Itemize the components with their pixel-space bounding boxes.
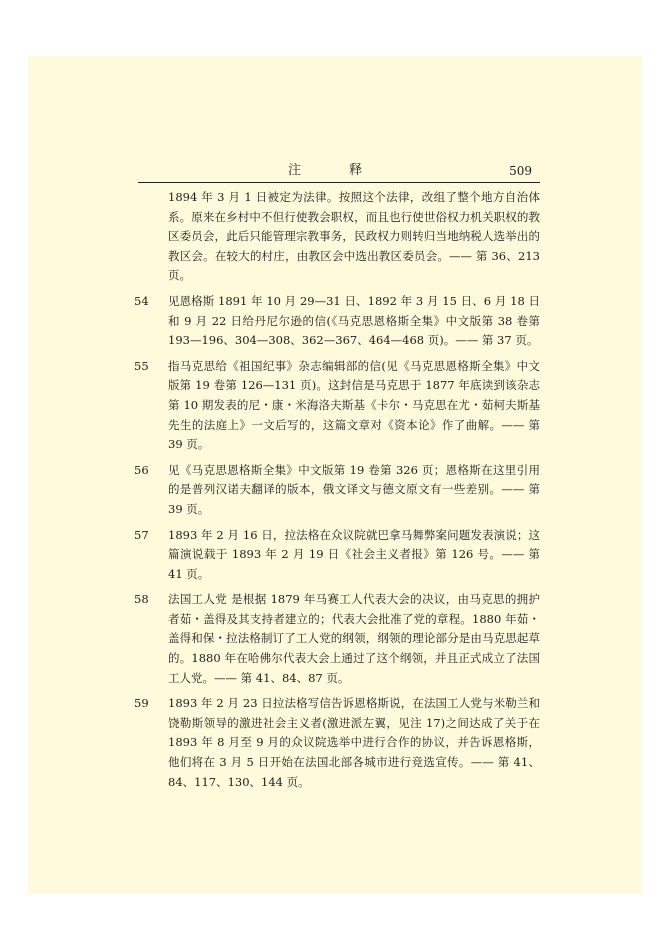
note-57: [134, 526, 540, 585]
running-title: 注 释: [288, 163, 385, 178]
header-rule: [138, 182, 540, 183]
note-number: 57: [134, 527, 149, 542]
note-continuation: [138, 188, 540, 286]
note-number: 58: [134, 592, 149, 607]
note-59: [134, 694, 540, 792]
note-55: [134, 357, 540, 455]
note-number: 59: [134, 696, 149, 711]
note-number: 56: [134, 462, 149, 477]
note-text: 1893 年 2 月 23 日拉法格写信告诉恩格斯说，在法国工人党与米勒兰和饶勒斯领导的激进社会主义者(激进派左翼，见注 17)之间达成了关于在 1893 年 8 月至 9 月的众议院选举中进行合作的协议，并告诉恩格斯，他们将在 3 月 5 日开始在法国北部各城市进行竞选宣传。—— 第 41、84、117、130、144 页。: [168, 696, 540, 789]
note-text: 1894 年 3 月 1 日被定为法律。按照这个法律，改组了整个地方自治体系。原来在乡村中不但行使教会职权，而且也行使世俗权力机关职权的教区委员会，此后只能管理宗教事务，民政权力则转归当地纳税人选举出的教区会。在较大的村庄，由教区会中选出教区委员会。—— 第 36、213 页。: [168, 190, 540, 283]
note-58: [134, 590, 540, 688]
note-text: 见《马克思恩格斯全集》中文版第 19 卷第 326 页；恩格斯在这里引用的是普列汉诺夫翻译的版本，俄文译文与德文原文有一些差别。—— 第 39 页。: [168, 462, 540, 516]
note-text: 1893 年 2 月 16 日，拉法格在众议院就巴拿马舞弊案问题发表演说；这篇演说载于 1893 年 2 月 19 日《社会主义者报》第 126 号。—— 第 41 页。: [168, 527, 540, 581]
notes-list: [134, 188, 540, 798]
page-header: [108, 112, 540, 178]
note-text: 法国工人党 是根据 1879 年马赛工人代表大会的决议，由马克思的拥护者茹・盖得及其支持者建立的；代表大会批准了党的章程。1880 年茹・盖得和保・拉法格制订了工人党的纲领，纲领的理论部分是由马克思起草的。1880 年在哈佛尔代表大会上通过了这个纲领，并且正式成立了法国工人党。—— 第 41、84、87 页。: [168, 592, 540, 685]
page-number: 509: [509, 164, 532, 178]
note-text: 见恩格斯 1891 年 10 月 29—31 日、1892 年 3 月 15 日、6 月 18 日和 9 月 22 日给丹尼尔逊的信(《马克思恩格斯全集》中文版第 38 卷第 193—196、304—308、362—367、464—468 页)。—— 第 37 页。: [168, 293, 540, 348]
note-text: 指马克思给《祖国纪事》杂志编辑部的信(见《马克思恩格斯全集》中文版第 19 卷第 126—131 页)。这封信是马克思于 1877 年底读到该杂志第 10 期发表的尼・康・米海洛夫斯基《卡尔・马克思在尤・茹柯夫斯基先生的法庭上》一文后写的，这篇文章对《资本论》作了曲解。—— 第 39 页。: [168, 358, 540, 452]
note-number: 54: [134, 293, 149, 308]
note-56: [134, 461, 540, 520]
note-number: 55: [134, 358, 149, 373]
note-54: [134, 292, 540, 351]
